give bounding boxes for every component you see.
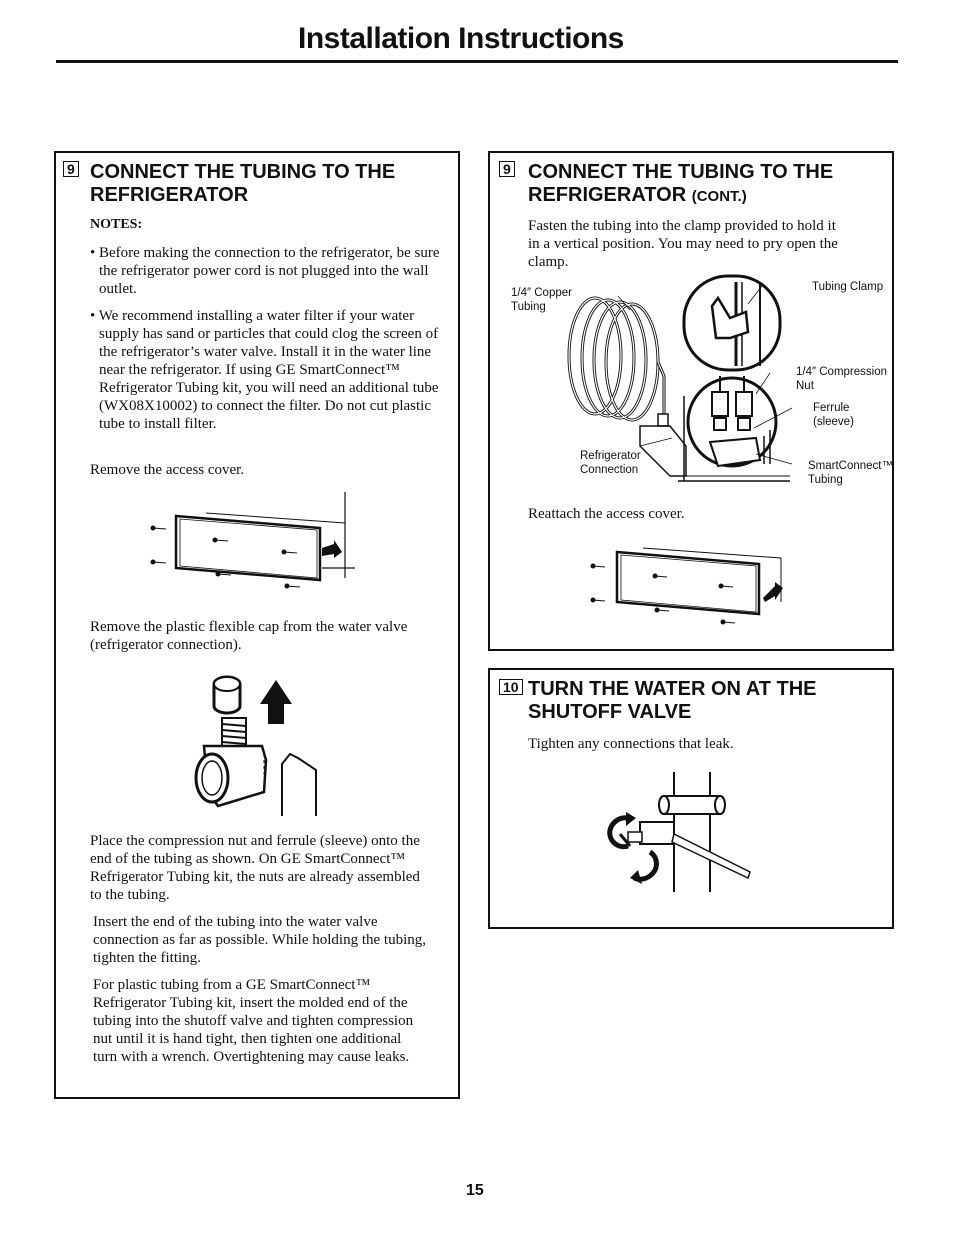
step9-left-number: 9 [63,161,79,177]
label-refrigerator-connection: Refrigerator Connection [580,450,641,476]
remove-cover-text: Remove the access cover. [90,462,245,478]
notes-label: NOTES: [90,217,143,232]
reattach-text: Reattach the access cover. [528,506,685,522]
title-rule [56,60,898,63]
place-nut-text: Place the compression nut and ferrule (sleeve) onto the end of the tubing as shown. On GE SmartConnect™ Refrigerator Tubing kit, the nuts are already assembled to the tubing. [90,833,420,903]
step9-right-heading-cont: (CONT.) [691,188,747,205]
label-smartconnect-tubing: SmartConnect™ Tubing [808,460,894,486]
tighten-text: Tighten any connections that leak. [528,736,734,752]
plastic-tubing-text: For plastic tubing from a GE SmartConnect™ Refrigerator Tubing kit, insert the molded end of the tubing into the shutoff valve and tighten compression nut until it is hand tight, then tighten one additional turn with a wrench. Overtightening may cause leaks. [93,977,414,1065]
step9-right-number: 9 [499,161,515,177]
page-number: 15 [466,1182,484,1199]
note-bullet-power: • Before making the connection to the refrigerator, be sure the refrigerator power cord is not plugged into the wall outlet. [90,245,440,297]
step9-right-heading-text: CONNECT THE TUBING TO THE REFRIGERATOR [528,161,834,206]
label-ferrule: Ferrule (sleeve) [813,402,854,428]
shutoff-valve-illustration [600,770,760,895]
water-valve-cap-illustration [190,674,330,820]
step10-heading: TURN THE WATER ON AT THE SHUTOFF VALVE [528,678,817,723]
step9-left-heading: CONNECT THE TUBING TO THE REFRIGERATOR [90,161,396,206]
label-compression-nut: 1/4″ Compression Nut [796,366,888,392]
step9-right-heading [528,161,883,208]
access-cover-remove-illustration [140,488,370,598]
note-bullet-filter: • We recommend installing a water filter if your water supply has sand or particles that could clog the screen of the refrigerator’s water valve. Install it in the water line near the refrigerator. If using GE SmartConnect™ Refrigerator Tubing kit, you will need an additional tube (WX08X10002) to connect the filter. Do not cut plastic tube to install filter. [90,308,439,432]
fasten-text: Fasten the tubing into the clamp provided to hold it in a vertical position. You may need to pry open the clamp. [528,218,838,270]
insert-end-text: Insert the end of the tubing into the water valve connection as far as possible. While holding the tubing, tighten the fitting. [93,914,426,966]
label-tubing-clamp: Tubing Clamp [812,281,884,293]
page-title: Installation Instructions [298,22,624,55]
access-cover-reattach-illustration [585,530,815,630]
step10-number: 10 [499,679,523,695]
remove-cap-text: Remove the plastic flexible cap from the water valve (refrigerator connection). [90,619,408,653]
label-copper-tubing: 1/4″ Copper Tubing [511,287,572,313]
